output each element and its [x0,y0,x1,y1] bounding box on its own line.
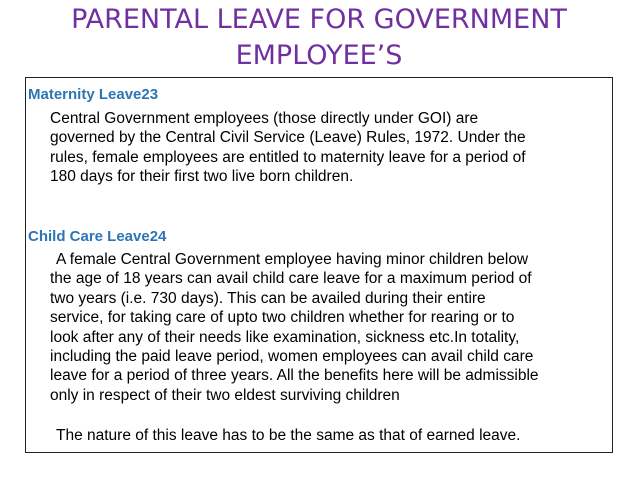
maternity-leave-paragraph [50,109,526,187]
child-care-leave-paragraph [50,250,539,405]
child-care-line-5: look after any of their needs like examination, sickness etc.In totality, [50,328,520,346]
child-care-line-1: A female Central Government employee having minor children below [56,251,529,268]
slide-title-line-1: PARENTAL LEAVE FOR GOVERNMENT [71,4,567,35]
maternity-leave-heading: Maternity Leave23 [28,86,159,103]
content-box [25,77,613,453]
maternity-line-2: governed by the Central Civil Service (Leave) Rules, 1972. Under the [50,129,526,147]
child-care-line-7: leave for a period of three years. All the benefits here will be admissible [50,367,539,385]
child-care-line-4: service, for taking care of upto two children whether for rearing or to [50,309,515,327]
child-care-line-2: the age of 18 years can avail child care leave for a maximum period of [50,270,532,288]
slide-title [40,2,598,74]
child-care-closing-line [56,426,520,445]
child-care-line-6: including the paid leave period, women employees can avail child care [50,348,534,366]
maternity-line-4: 180 days for their first two live born children. [50,168,354,186]
child-care-line-3: two years (i.e. 730 days). This can be availed during their entire [50,289,486,307]
child-care-leave-heading: Child Care Leave24 [28,228,167,245]
closing-line-text: The nature of this leave has to be the same as that of earned leave. [56,427,521,444]
slide-title-line-2: EMPLOYEE’S [235,40,403,71]
maternity-line-1: Central Government employees (those directly under GOI) are [50,110,479,127]
maternity-line-3: rules, female employees are entitled to maternity leave for a period of [50,148,526,166]
child-care-line-8: only in respect of their two eldest surviving children [50,386,400,404]
